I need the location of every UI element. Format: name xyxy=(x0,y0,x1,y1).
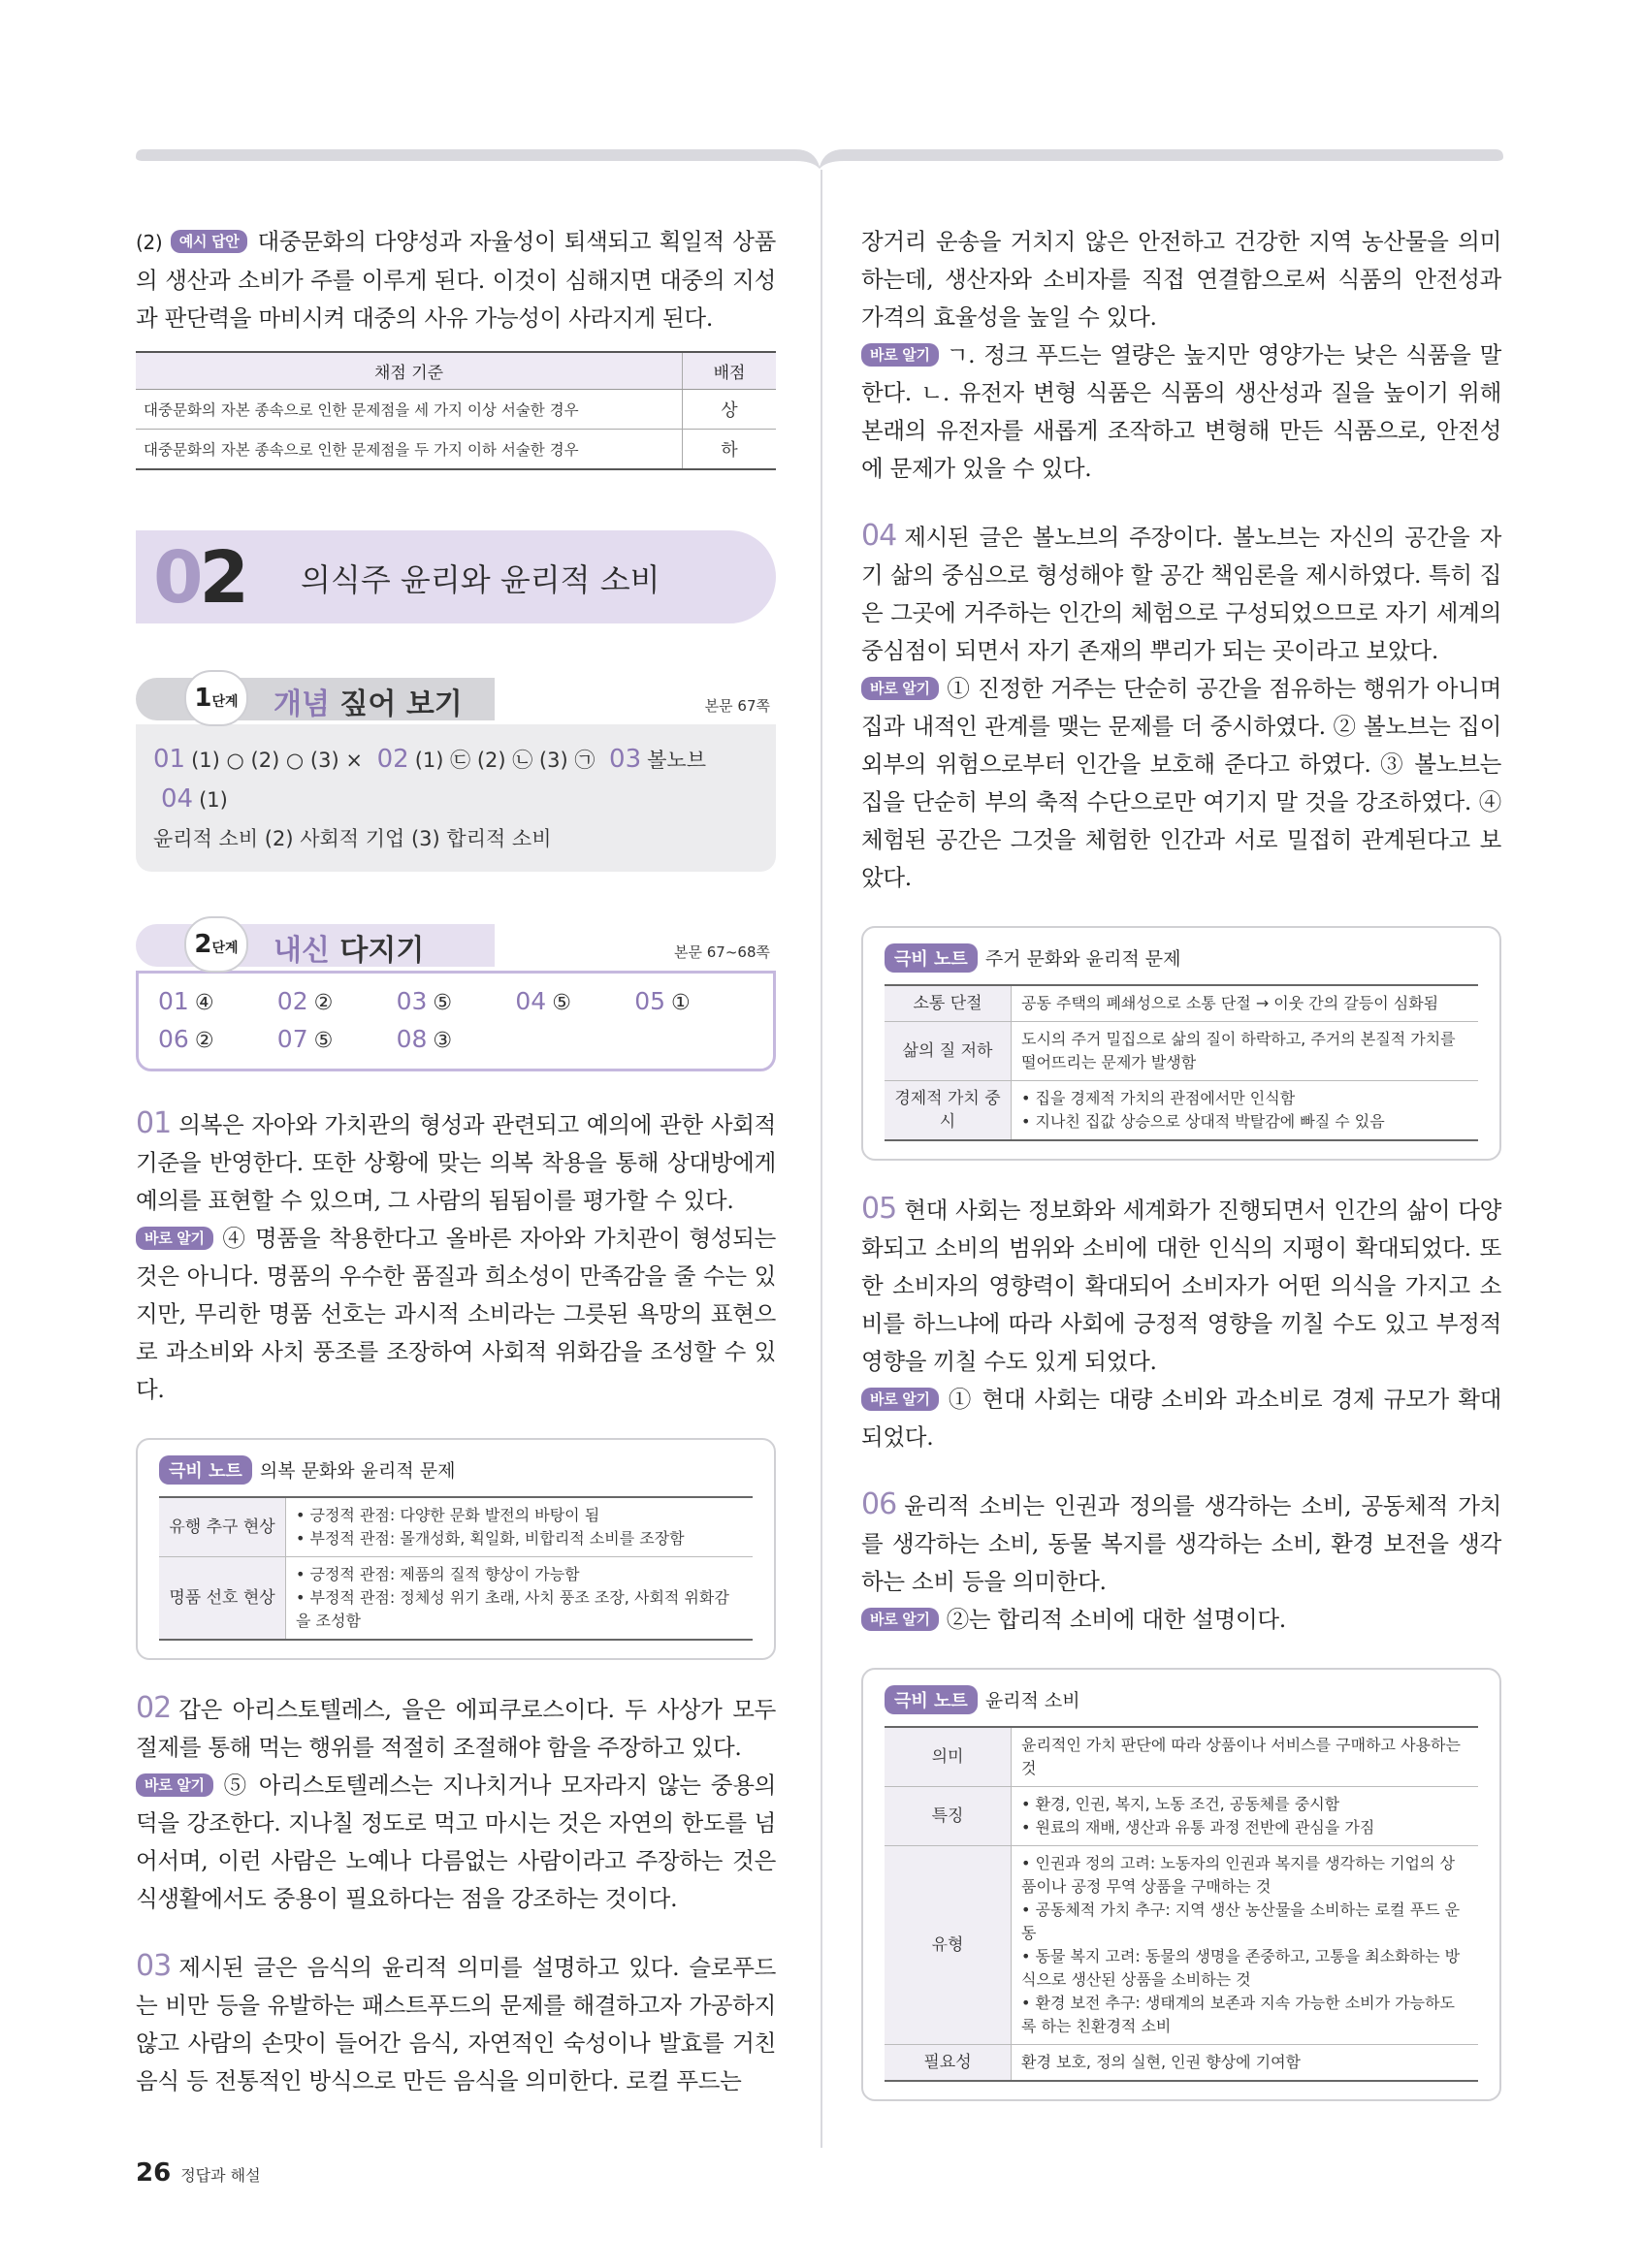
answer-text: 대중문화의 다양성과 자율성이 퇴색되고 획일적 상품의 생산과 소비가 주를 이루게 된다. 이것이 심해지면 대중의 지성과 판단력을 마비시켜 대중의 사유 가능성이 사라지게 된다. xyxy=(136,228,776,332)
note-title: 주거 문화와 윤리적 문제 xyxy=(984,948,1181,970)
note-badge: 극비 노트 xyxy=(885,1685,978,1714)
answer-item: 04 ⑤ xyxy=(515,987,571,1015)
step2-section xyxy=(136,916,776,1071)
step2-badge: 2단계 xyxy=(184,916,248,973)
grading-table xyxy=(136,351,776,470)
correct-tag: 바로 알기 xyxy=(136,1773,213,1797)
chapter-title: 의식주 윤리와 윤리적 소비 xyxy=(301,561,660,598)
answer-prefix: (2) xyxy=(136,231,163,254)
table-row: 명품 선호 현상 • 긍정적 관점: 제품의 질적 향상이 가능함 • 부정적 관점: 정체성 위기 초래, 사치 풍조 조장, 사회적 위화감을 조성함 xyxy=(159,1557,753,1641)
table-row: 소통 단절 공동 주택의 폐쇄성으로 소통 단절 → 이웃 간의 갈등이 심화됨 xyxy=(885,985,1478,1022)
left-column xyxy=(136,223,776,2100)
table-row: 유행 추구 현상 • 긍정적 관점: 다양한 문화 발전의 바탕이 됨 • 부정적 관점: 몰개성화, 획일화, 비합리적 소비를 조장함 xyxy=(159,1497,753,1557)
step2-title: 내신 다지기 xyxy=(274,934,425,968)
note-title: 윤리적 소비 xyxy=(984,1690,1080,1711)
example-answer-tag: 예시 답안 xyxy=(171,230,248,253)
answer-item: 05 ① xyxy=(634,987,691,1015)
note-housing xyxy=(861,926,1501,1161)
question-04: 04 제시된 글은 볼노브의 주장이다. 볼노브는 자신의 공간을 자기 삶의 중심으로 형성해야 할 공간 책임론을 제시하였다. 특히 집은 그곳에 거주하는 인간의 체험으로 구성되었으므로 자기 세계의 중심점이 되면서 자기 존재의 뿌리가 되는 곳이라고 보았다. 바로 알기 ① 진정한 거주는 단순히 공간을 점유하는 행위가 아니며 집과 내적인 관계를 맺는 문제를 더 중시하였다. ② 볼노브는 집이 외부의 위험으로부터 인간을 보호해 준다고 하였다. ③ 볼노브는 집을 단순히 부의 축적 수단으로만 여기지 말 것을 강조하였다. ④ 체험된 공간은 그것을 체험한 인간과 서로 밀접히 관계된다고 보았다. xyxy=(861,519,1501,891)
question-03: 03 제시된 글은 음식의 윤리적 의미를 설명하고 있다. 슬로푸드는 비만 등을 유발하는 패스트푸드의 문제를 해결하고자 가공하지 않고 사람의 손맛이 들어간 음식, 자연적인 숙성이나 발효를 거친 음식 등 전통적인 방식으로 만든 음식을 의미한다. 로컬 푸드는 xyxy=(136,1949,776,2094)
grading-score: 상 xyxy=(683,390,777,430)
step1-section xyxy=(136,670,776,872)
table-row: 특징 • 환경, 인권, 복지, 노동 조건, 공동체를 중시함 • 원료의 재배, 생산과 유통 과정 전반에 관심을 가짐 xyxy=(885,1787,1478,1846)
step1-badge: 1단계 xyxy=(184,670,248,726)
table-row xyxy=(136,430,776,470)
question-02: 02 갑은 아리스토텔레스, 을은 에피쿠로스이다. 두 사상가 모두 절제를 통해 먹는 행위를 적절히 조절해야 함을 주장하고 있다. 바로 알기 ⑤ 아리스토텔레스는 지나치거나 모자라지 않는 중용의 덕을 강조한다. 지나칠 정도로 먹고 마시는 것은 자연의 한도를 넘어서며, 이런 사람은 노예나 다름없는 사람이라고 주장하는 것은 식생활에서도 중용이 필요하다는 점을 강조하는 것이다. xyxy=(136,1691,776,1912)
top-decoration-bar xyxy=(136,147,1503,169)
table-row: 유형 • 인권과 정의 고려: 노동자의 인권과 복지를 생각하는 기업의 상품이나 공정 무역 상품을 구매하는 것 • 공동체적 가치 추구: 지역 생산 농산물을 소비하는 로컬 푸드 운동 • 동물 복지 고려: 동물의 생명을 존중하고, 고통을 최소화하는 방식으로 생산된 상품을 소비하는 것 • 환경 보전 추구: 생태계의 보존과 지속 가능한 소비가 가능하도록 하는 친환경적 소비 xyxy=(885,1846,1478,2045)
correct-tag: 바로 알기 xyxy=(861,1388,939,1411)
note-clothing xyxy=(136,1438,776,1660)
grading-criteria: 대중문화의 자본 종속으로 인한 문제점을 두 가지 이하 서술한 경우 xyxy=(136,430,683,470)
answer-item: 06 ② xyxy=(158,1025,214,1053)
table-row: 경제적 가치 중시 • 집을 경제적 가치의 관점에서만 인식함 • 지나친 집값 상승으로 상대적 박탈감에 빠질 수 있음 xyxy=(885,1081,1478,1141)
question-03-continued: 장거리 운송을 거치지 않은 안전하고 건강한 지역 농산물을 의미하는데, 생산자와 소비자를 직접 연결함으로써 식품의 안전성과 가격의 효율성을 높일 수 있다. 바로 알기 ㄱ. 정크 푸드는 열량은 높지만 영양가는 낮은 식품을 말한다. ㄴ. 유전자 변형 식품은 식품의 생산성과 질을 높이기 위해 본래의 유전자를 새롭게 조작하고 변형해 만든 식품으로, 안전성에 문제가 있을 수 있다. xyxy=(861,228,1501,482)
answer-item: 02 ② xyxy=(276,987,334,1015)
step1-title: 개념 짚어 보기 xyxy=(274,687,463,721)
step1-answers: 01 (1) ○ (2) ○ (3) × 02 (1) ㉢ (2) ㉡ (3) ㉠ 03 볼노브 04 (1) 윤리적 소비 (2) 사회적 기업 (3) 합리적 소비 xyxy=(136,724,776,872)
table-row: 필요성 환경 보호, 정의 실현, 인권 향상에 기여함 xyxy=(885,2045,1478,2082)
answer-2 xyxy=(136,223,776,337)
correct-tag: 바로 알기 xyxy=(861,677,939,700)
question-05: 05 현대 사회는 정보화와 세계화가 진행되면서 인간의 삶이 다양화되고 소비의 범위와 소비에 대한 인식의 지평이 확대되었다. 또한 소비자의 영향력이 확대되어 소비자가 어떤 의식을 가지고 소비를 하느냐에 따라 사회에 긍정적 영향을 끼칠 수도 있고 부정적 영향을 끼칠 수도 있게 되었다. 바로 알기 ① 현대 사회는 대량 소비와 과소비로 경제 규모가 확대되었다. xyxy=(861,1192,1501,1451)
correct-tag: 바로 알기 xyxy=(861,1608,939,1631)
table-row: 의미 윤리적인 가치 판단에 따라 상품이나 서비스를 구매하고 사용하는 것 xyxy=(885,1727,1478,1787)
answer-item: 03 ⑤ xyxy=(396,987,453,1015)
answer-item: 01 ④ xyxy=(158,987,214,1015)
grading-header-criteria: 채점 기준 xyxy=(136,352,683,390)
page-number: 26 xyxy=(136,2158,172,2188)
question-06: 06 윤리적 소비는 인권과 정의를 생각하는 소비, 공동체적 가치를 생각하는 소비, 동물 복지를 생각하는 소비, 환경 보전을 생각하는 소비 등을 의미한다. 바로 알기 ②는 합리적 소비에 대한 설명이다. xyxy=(861,1487,1501,1633)
grading-score: 하 xyxy=(683,430,777,470)
page-footer xyxy=(136,2158,261,2188)
chapter-number: 02 xyxy=(153,536,245,620)
step2-page-ref: 본문 67~68쪽 xyxy=(674,943,770,961)
step2-answers xyxy=(136,971,776,1071)
question-01: 01 의복은 자아와 가치관의 형성과 관련되고 예의에 관한 사회적 기준을 반영한다. 또한 상황에 맞는 의복 착용을 통해 상대방에게 예의를 표현할 수 있으며, 그 사람의 됨됨이를 평가할 수 있다. 바로 알기 ④ 명품을 착용한다고 올바른 자아와 가치관이 형성되는 것은 아니다. 명품의 우수한 품질과 희소성이 만족감을 줄 수는 있지만, 무리한 명품 선호는 과시적 소비라는 그릇된 욕망의 표현으로 과소비와 사치 풍조를 조장하여 사회적 위화감을 조성할 수 있다. xyxy=(136,1106,776,1403)
answer-item: 07 ⑤ xyxy=(276,1025,334,1053)
footer-label: 정답과 해설 xyxy=(180,2166,261,2185)
answer-item: 08 ③ xyxy=(396,1025,453,1053)
note-badge: 극비 노트 xyxy=(159,1455,252,1485)
grading-header-score: 배점 xyxy=(683,352,777,390)
note-badge: 극비 노트 xyxy=(885,943,978,973)
note-title: 의복 문화와 윤리적 문제 xyxy=(259,1460,456,1482)
step1-page-ref: 본문 67쪽 xyxy=(704,697,770,715)
grading-criteria: 대중문화의 자본 종속으로 인한 문제점을 세 가지 이상 서술한 경우 xyxy=(136,390,683,430)
correct-tag: 바로 알기 xyxy=(861,343,939,367)
column-divider xyxy=(821,170,822,2148)
note-ethical-consumption xyxy=(861,1668,1501,2101)
correct-tag: 바로 알기 xyxy=(136,1227,213,1250)
table-row xyxy=(136,390,776,430)
chapter-header xyxy=(136,530,776,623)
right-column xyxy=(861,223,1501,2130)
table-row: 삶의 질 저하 도시의 주거 밀집으로 삶의 질이 하락하고, 주거의 본질적 가치를 떨어뜨리는 문제가 발생함 xyxy=(885,1022,1478,1081)
